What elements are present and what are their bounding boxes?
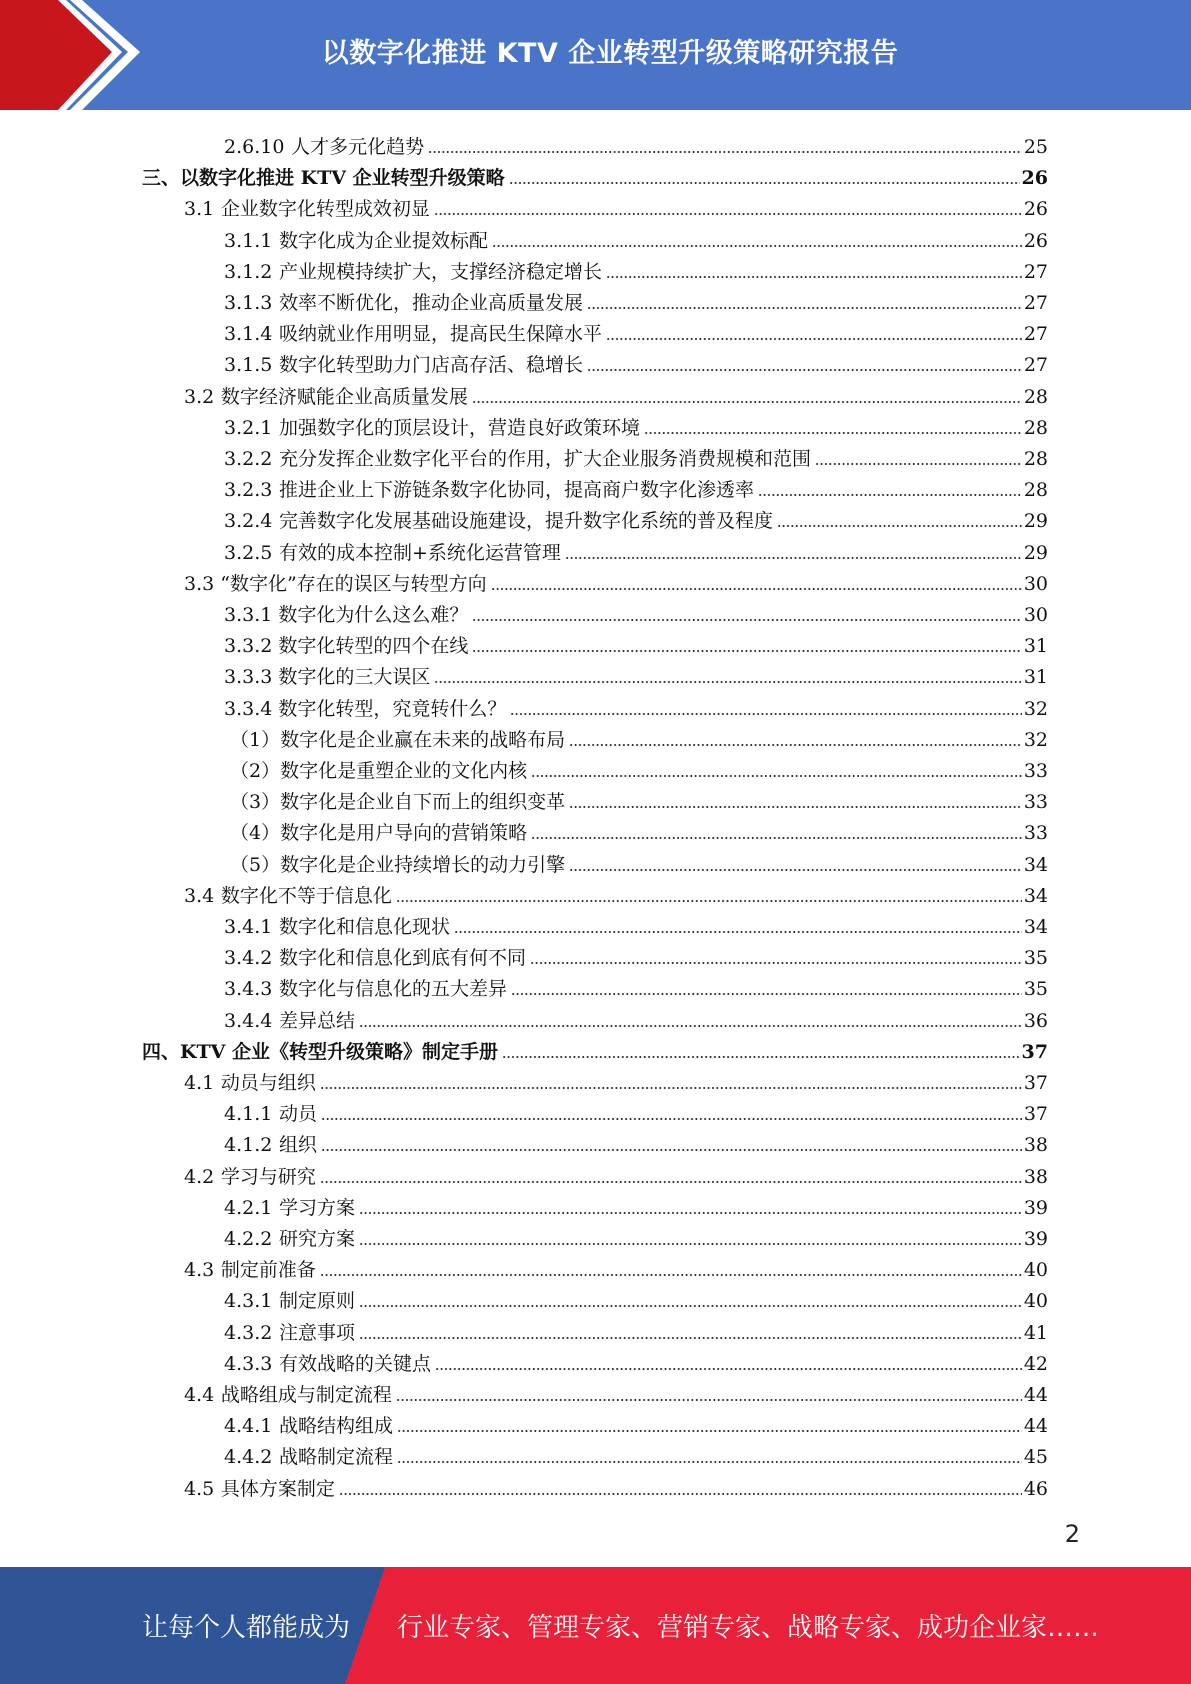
toc-entry-text: 四、KTV 企业《转型升级策略》制定手册	[142, 1040, 499, 1063]
toc-entry-title	[184, 1071, 316, 1095]
toc-entry-text: 3.3.3 数字化的三大误区	[224, 666, 431, 689]
toc-dot-leader	[777, 524, 1022, 528]
toc-dot-leader	[565, 556, 1022, 560]
toc-entry-title	[224, 1133, 317, 1157]
toc-entry-page: 25	[1023, 136, 1048, 158]
toc-entry-title	[224, 1289, 355, 1313]
toc-entry-title	[224, 946, 526, 970]
toc-entry-page: 38	[1023, 1134, 1048, 1157]
toc-dot-leader	[491, 587, 1022, 591]
toc-entry-text: 3.3.1 数字化为什么这么难？	[224, 604, 469, 626]
toc-entry-title	[224, 229, 488, 253]
toc-entry-title	[224, 1196, 355, 1220]
toc-entry-title	[184, 884, 392, 908]
toc-entry-title	[224, 697, 506, 721]
toc-entry-title	[224, 322, 602, 346]
toc-entry-number: 4.3	[184, 1259, 215, 1282]
toc-entry-page: 38	[1023, 1165, 1048, 1188]
toc-entry-text: 吸纳就业作用明显，提高民生保障水平	[279, 323, 603, 346]
toc-entry-text: 学习与研究	[220, 1165, 316, 1188]
toc-entry-title	[224, 1009, 355, 1033]
toc-entry-text: 学习方案	[279, 1196, 356, 1219]
toc-dot-leader	[359, 1304, 1022, 1308]
toc-entry-page: 33	[1023, 760, 1048, 782]
toc-entry-page: 27	[1023, 292, 1048, 314]
toc-entry-number: 3.2.5	[224, 541, 273, 564]
toc-entry-page: 28	[1023, 479, 1048, 502]
toc-entry-title	[224, 135, 424, 159]
toc-dot-leader	[359, 1024, 1022, 1028]
toc-entry-number: 4.1.2	[224, 1134, 273, 1157]
toc-entry-text: 有效的成本控制+系统化运营管理	[279, 541, 561, 564]
toc-entry-page: 40	[1023, 1259, 1048, 1282]
toc-dot-leader	[531, 836, 1022, 840]
toc-entry[interactable]	[224, 1126, 1048, 1157]
toc-entry-number: 4.3.3	[224, 1352, 273, 1375]
toc-entry-number: 4.1.1	[224, 1103, 273, 1126]
toc-entry-page: 35	[1023, 947, 1048, 970]
toc-entry-number: 4.3.1	[224, 1290, 273, 1313]
toc-entry-number: 3.4	[184, 884, 215, 907]
toc-entry-text: 数字化和信息化现状	[279, 916, 451, 938]
toc-entry-page: 32	[1023, 697, 1048, 720]
toc-dot-leader	[758, 493, 1022, 497]
toc-dot-leader	[339, 1492, 1022, 1496]
toc-dot-leader	[435, 1367, 1022, 1371]
toc-entry-number: 2.6.10	[224, 136, 285, 158]
toc-entry[interactable]	[184, 1376, 1048, 1407]
toc-entry-title	[230, 821, 527, 845]
toc-entry-title	[224, 1321, 355, 1345]
toc-entry-title	[230, 790, 565, 814]
toc-entry-text: 动员与组织	[220, 1072, 316, 1094]
toc-entry-text: 数字化和信息化到底有何不同	[279, 947, 527, 970]
toc-entry[interactable]	[230, 721, 1048, 752]
toc-dot-leader	[397, 1460, 1022, 1464]
toc-entry[interactable]	[224, 658, 1048, 689]
toc-entry-page: 44	[1023, 1415, 1048, 1438]
toc-entry-page: 32	[1023, 728, 1048, 751]
toc-entry[interactable]	[224, 1189, 1048, 1220]
toc-dot-leader	[472, 649, 1021, 653]
page-number: 2	[1064, 1520, 1080, 1548]
toc-entry-page: 31	[1023, 635, 1048, 658]
toc-entry-page: 36	[1023, 1009, 1048, 1032]
toc-entry-page: 37	[1021, 1040, 1048, 1063]
toc-entry-number: 3.2.1	[224, 416, 273, 439]
toc-entry-number: 4.2.2	[224, 1228, 273, 1250]
toc-dot-leader	[472, 400, 1022, 404]
toc-entry-title	[224, 509, 773, 533]
toc-entry-text: 组织	[279, 1134, 318, 1157]
toc-entry-number: 4.4	[184, 1384, 215, 1406]
toc-entry[interactable]	[230, 752, 1048, 783]
toc-entry[interactable]	[184, 877, 1048, 908]
toc-dot-leader	[511, 992, 1022, 996]
toc-entry-text: 有效战略的关键点	[279, 1352, 432, 1375]
toc-dot-leader	[530, 961, 1022, 965]
toc-entry-page: 33	[1023, 791, 1048, 814]
toc-entry-page: 28	[1023, 448, 1048, 470]
toc-entry-title	[184, 385, 468, 409]
toc-entry[interactable]	[224, 1220, 1048, 1251]
toc-entry[interactable]	[142, 159, 1048, 190]
toc-entry-number: 3.1.4	[224, 323, 273, 346]
toc-entry[interactable]	[184, 378, 1048, 409]
toc-entry-number: 3.1.3	[224, 292, 273, 314]
toc-entry[interactable]	[142, 1033, 1048, 1064]
toc-entry-number: 4.1	[184, 1072, 215, 1094]
toc-dot-leader	[454, 930, 1022, 934]
toc-entry-title	[224, 447, 811, 471]
toc-dot-leader	[428, 150, 1022, 154]
toc-entry[interactable]	[224, 627, 1048, 658]
toc-entry-page: 34	[1023, 853, 1048, 876]
toc-dot-leader	[644, 431, 1022, 435]
toc-entry-text: 战略组成与制定流程	[220, 1384, 392, 1406]
toc-entry-number: 4.4.1	[224, 1415, 273, 1438]
toc-entry[interactable]	[224, 471, 1048, 502]
toc-entry[interactable]	[224, 1314, 1048, 1345]
toc-entry[interactable]	[224, 908, 1048, 939]
toc-entry-number: 3.4.4	[224, 1009, 273, 1032]
toc-entry-text: 3.3.4 数字化转型，究竟转什么？	[224, 697, 507, 720]
toc-entry-title	[184, 1477, 335, 1501]
toc-entry-text: 数字经济赋能企业高质量发展	[220, 385, 468, 408]
toc-entry-page: 26	[1023, 229, 1048, 252]
toc-dot-leader	[320, 1273, 1022, 1277]
toc-entry-text: 战略结构组成	[279, 1415, 394, 1438]
toc-entry[interactable]	[224, 1282, 1048, 1313]
toc-entry[interactable]	[224, 502, 1048, 533]
toc-dot-leader	[509, 181, 1020, 185]
toc-entry-title	[184, 572, 487, 596]
toc-dot-leader	[587, 368, 1022, 372]
toc-entry-text: 充分发挥企业数字化平台的作用，扩大企业服务消费规模和范围	[279, 448, 812, 470]
toc-entry-number: 3.2	[184, 385, 215, 408]
document-title: 以数字化推进 KTV 企业转型升级策略研究报告	[321, 37, 899, 69]
toc-entry-page: 30	[1023, 604, 1048, 626]
toc-entry-text: 研究方案	[279, 1228, 356, 1250]
toc-entry-text: 注意事项	[279, 1321, 356, 1344]
header-arrow-decoration	[0, 0, 160, 110]
toc-entry-title	[224, 603, 468, 627]
toc-entry[interactable]	[230, 783, 1048, 814]
toc-entry-title	[142, 166, 505, 190]
toc-entry-page: 44	[1023, 1384, 1048, 1406]
toc-entry-text: 推进企业上下游链条数字化协同，提高商户数字化渗透率	[279, 479, 755, 502]
toc-entry-text: 数字化转型助力门店高存活、稳增长	[279, 354, 584, 377]
toc-entry-page: 45	[1023, 1446, 1048, 1469]
toc-entry-number: 4.3.2	[224, 1321, 273, 1344]
toc-dot-leader	[502, 1055, 1020, 1059]
toc-dot-leader	[434, 212, 1022, 216]
toc-entry-page: 28	[1023, 385, 1048, 408]
toc-entry[interactable]	[184, 1470, 1048, 1501]
toc-entry-text: 效率不断优化，推动企业高质量发展	[279, 292, 584, 314]
toc-entry-page: 37	[1023, 1103, 1048, 1126]
toc-entry-title	[142, 1040, 498, 1064]
toc-entry[interactable]	[184, 1251, 1048, 1282]
toc-entry[interactable]	[230, 814, 1048, 845]
toc-entry-title	[224, 634, 468, 658]
toc-dot-leader	[492, 244, 1022, 248]
toc-dot-leader	[606, 337, 1022, 341]
toc-dot-leader	[359, 1242, 1022, 1246]
toc-entry-number: 3.1	[184, 198, 215, 221]
toc-entry-text: （3）数字化是企业自下而上的组织变革	[230, 791, 566, 814]
toc-entry-page: 29	[1023, 510, 1048, 533]
toc-entry-page: 42	[1023, 1352, 1048, 1375]
toc-entry[interactable]	[184, 565, 1048, 596]
toc-entry-page: 33	[1023, 822, 1048, 845]
toc-entry-page: 28	[1023, 416, 1048, 439]
toc-dot-leader	[510, 712, 1021, 716]
toc-entry-title	[224, 1445, 393, 1469]
toc-entry-page: 46	[1023, 1477, 1048, 1500]
toc-dot-leader	[587, 306, 1022, 310]
toc-entry-title	[224, 1227, 355, 1251]
toc-entry-title	[224, 1414, 393, 1438]
toc-entry-page: 35	[1023, 978, 1048, 1001]
toc-dot-leader	[320, 1086, 1022, 1090]
page-header	[0, 0, 1191, 110]
toc-dot-leader	[396, 1398, 1022, 1402]
toc-entry-text: 战略制定流程	[279, 1446, 394, 1469]
toc-entry-title	[224, 1352, 431, 1376]
toc-dot-leader	[359, 1336, 1022, 1340]
toc-entry[interactable]	[224, 1407, 1048, 1438]
toc-entry[interactable]	[184, 1064, 1048, 1095]
toc-entry[interactable]	[224, 222, 1048, 253]
toc-entry-number: 3.1.5	[224, 354, 273, 377]
toc-dot-leader	[320, 1180, 1022, 1184]
toc-dot-leader	[569, 743, 1022, 747]
toc-entry[interactable]	[224, 440, 1048, 471]
toc-entry-title	[224, 416, 640, 440]
footer-slogan-left: 让每个人都能成为	[142, 1613, 351, 1643]
toc-entry-number: 3.2.2	[224, 448, 273, 470]
toc-entry-page: 39	[1023, 1196, 1048, 1219]
toc-entry-text: 数字化不等于信息化	[220, 884, 392, 907]
toc-entry-text: （4）数字化是用户导向的营销策略	[230, 822, 528, 845]
toc-dot-leader	[321, 1148, 1022, 1152]
toc-entry-number: 3.2.3	[224, 479, 273, 502]
toc-entry[interactable]	[224, 1002, 1048, 1033]
toc-entry[interactable]	[224, 1095, 1048, 1126]
toc-entry-page: 26	[1023, 198, 1048, 221]
toc-dot-leader	[569, 805, 1022, 809]
toc-dot-leader	[815, 462, 1022, 466]
toc-entry[interactable]	[224, 128, 1048, 159]
toc-entry-text: 制定原则	[279, 1290, 356, 1313]
toc-entry[interactable]	[224, 1438, 1048, 1469]
toc-entry-page: 27	[1023, 323, 1048, 346]
toc-entry-title	[184, 1258, 316, 1282]
toc-entry-text: 动员	[279, 1103, 318, 1126]
toc-entry-text: 3.3.2 数字化转型的四个在线	[224, 635, 469, 658]
toc-entry-title	[230, 853, 565, 877]
toc-entry[interactable]	[224, 409, 1048, 440]
toc-entry-page: 34	[1023, 916, 1048, 938]
toc-entry[interactable]	[224, 939, 1048, 970]
toc-entry-number: 3.1.1	[224, 229, 273, 252]
toc-entry-page: 29	[1023, 541, 1048, 564]
toc-entry-page: 41	[1023, 1321, 1048, 1344]
toc-entry-page: 37	[1023, 1072, 1048, 1094]
toc-entry[interactable]	[224, 970, 1048, 1001]
toc-entry-page: 40	[1023, 1290, 1048, 1313]
toc-entry-number: 3.4.1	[224, 916, 273, 938]
toc-entry-number: 3.1.2	[224, 260, 273, 283]
toc-dot-leader	[321, 1117, 1022, 1121]
toc-entry-text: 制定前准备	[220, 1259, 316, 1282]
toc-entry-title	[224, 541, 561, 565]
toc-entry[interactable]	[224, 690, 1048, 721]
toc-entry-text: （2）数字化是重塑企业的文化内核	[230, 760, 528, 782]
toc-entry[interactable]	[224, 284, 1048, 315]
toc-entry-page: 31	[1023, 666, 1048, 689]
toc-entry-number: 4.2	[184, 1165, 215, 1188]
toc-dot-leader	[397, 1429, 1022, 1433]
toc-entry-title	[184, 1165, 316, 1189]
toc-entry-title	[224, 915, 450, 939]
toc-entry-text: 数字化成为企业提效标配	[279, 229, 489, 252]
toc-entry-page: 30	[1023, 572, 1048, 595]
toc-entry-text: 差异总结	[279, 1009, 356, 1032]
toc-entry-title	[224, 977, 507, 1001]
toc-entry-number: 4.5	[184, 1477, 215, 1500]
toc-entry-page: 34	[1023, 884, 1048, 907]
toc-entry[interactable]	[184, 190, 1048, 221]
toc-entry-title	[224, 1102, 317, 1126]
toc-entry-page: 27	[1023, 354, 1048, 377]
toc-entry-number: 3.4.2	[224, 947, 273, 970]
toc-entry-page: 39	[1023, 1228, 1048, 1250]
toc-dot-leader	[569, 868, 1022, 872]
toc-entry-page: 26	[1021, 167, 1048, 190]
toc-entry[interactable]	[224, 253, 1048, 284]
toc-entry-text: 人才多元化趋势	[291, 136, 425, 158]
toc-entry-title	[184, 1383, 392, 1407]
toc-entry[interactable]	[184, 1158, 1048, 1189]
toc-entry[interactable]	[224, 346, 1048, 377]
toc-entry-number: 4.4.2	[224, 1446, 273, 1469]
page-footer	[0, 1567, 1191, 1684]
toc-entry-text: 三、以数字化推进 KTV 企业转型升级策略	[142, 167, 505, 190]
toc-entry-text: 企业数字化转型成效初显	[220, 198, 430, 221]
toc-entry-page: 27	[1023, 260, 1048, 283]
toc-dot-leader	[396, 899, 1022, 903]
toc-entry-title	[224, 478, 754, 502]
toc-entry-text: 3.3 “数字化”存在的误区与转型方向	[184, 572, 487, 595]
toc-dot-leader	[472, 618, 1021, 622]
toc-entry-text: 具体方案制定	[220, 1477, 335, 1500]
toc-entry-title	[224, 353, 583, 377]
toc-dot-leader	[531, 774, 1022, 778]
toc-entry-text: 数字化与信息化的五大差异	[279, 978, 508, 1001]
toc-dot-leader	[434, 680, 1021, 684]
toc-entry[interactable]	[224, 534, 1048, 565]
toc-entry-text: 产业规模持续扩大，支撑经济稳定增长	[279, 260, 603, 283]
toc-entry-number: 3.4.3	[224, 978, 273, 1001]
toc-entry-title	[224, 665, 430, 689]
toc-entry[interactable]	[230, 846, 1048, 877]
toc-entry[interactable]	[224, 596, 1048, 627]
footer-slogan-right: 行业专家、管理专家、营销专家、战略专家、成功企业家……	[397, 1613, 1100, 1643]
toc-entry-title	[184, 197, 430, 221]
toc-entry-title	[230, 728, 565, 752]
toc-entry-title	[224, 260, 602, 284]
toc-entry[interactable]	[224, 1345, 1048, 1376]
toc-dot-leader	[359, 1211, 1022, 1215]
toc-entry-text: （5）数字化是企业持续增长的动力引擎	[230, 853, 566, 876]
toc-entry-number: 3.2.4	[224, 510, 273, 533]
toc-entry-title	[224, 291, 583, 315]
toc-dot-leader	[606, 275, 1022, 279]
toc-entry-text: 完善数字化发展基础设施建设，提升数字化系统的普及程度	[279, 510, 774, 533]
toc-entry-text: 加强数字化的顶层设计，营造良好政策环境	[279, 416, 641, 439]
toc-entry[interactable]	[224, 315, 1048, 346]
toc-entry-title	[230, 759, 527, 783]
toc-entry-text: （1）数字化是企业赢在未来的战略布局	[230, 728, 566, 751]
toc-entry-number: 4.2.1	[224, 1196, 273, 1219]
